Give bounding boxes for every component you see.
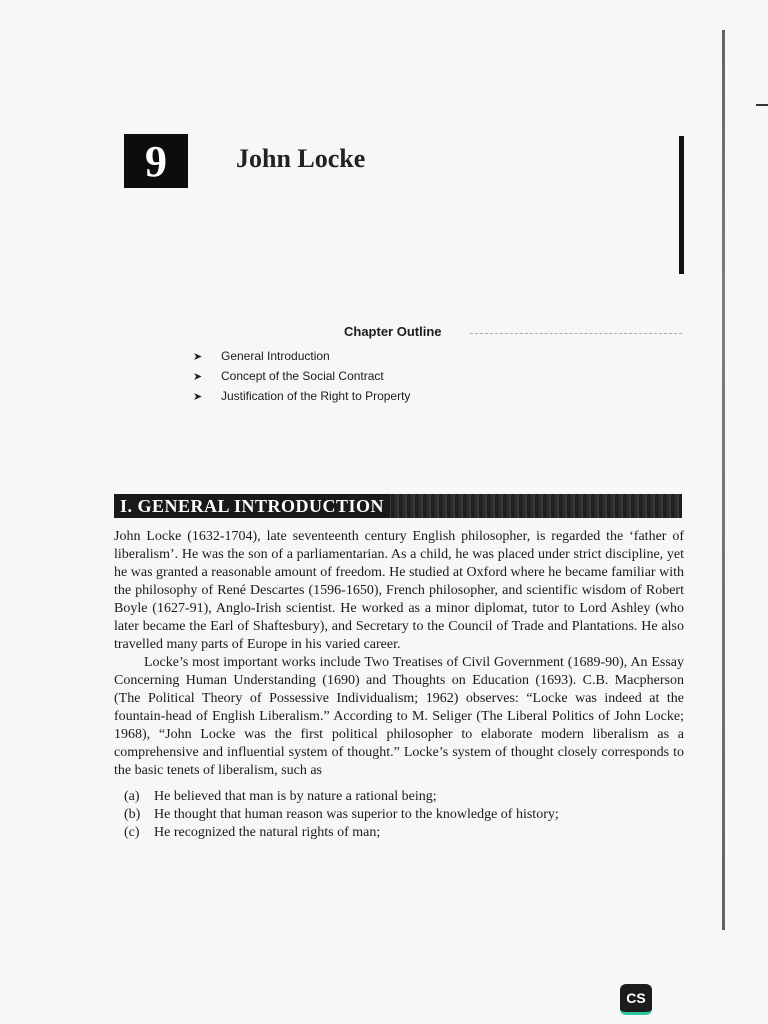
list-item	[124, 824, 684, 842]
chapter-outline-heading: Chapter Outline	[344, 324, 442, 339]
section-heading: I. GENERAL INTRODUCTION	[114, 494, 390, 518]
outline-item-label: Justification of the Right to Property	[221, 389, 411, 403]
outline-item	[193, 386, 410, 406]
page-edge-shadow	[722, 30, 725, 930]
list-item-text: He thought that human reason was superior to the knowledge of history;	[154, 807, 559, 822]
list-item-text: He believed that man is by nature a rational being;	[154, 789, 437, 804]
list-item-text: He recognized the natural rights of man;	[154, 825, 381, 840]
list-marker: (a)	[124, 789, 140, 804]
outline-item-label: Concept of the Social Contract	[221, 369, 384, 383]
page-edge-tick	[756, 104, 768, 106]
arrowhead-bullet-icon: ➤	[193, 370, 203, 383]
chapter-outline-list	[193, 346, 410, 406]
list-item	[124, 788, 684, 806]
arrowhead-bullet-icon: ➤	[193, 350, 203, 363]
body-paragraph: John Locke (1632-1704), late seventeenth century English philosopher, is regarded the ‘father of liberalism’. He was the son of a parliamentarian. As a child, he was placed under strict discipline, yet he was granted a reasonable amount of freedom. He studied at Oxford where he became familiar with the philosophy of René Descartes (1596-1650), French philosopher, and scientific wisdom of Robert Boyle (1627-91), Anglo-Irish scientist. He worked as a minor diplomat, tutor to Lord Ashley (who later became the Earl of Shaftesbury), and Secretary to the Council of Trade and Plantations. He also travelled many parts of Europe in his varied career.	[114, 529, 684, 652]
chapter-title: John Locke	[236, 144, 366, 173]
outline-item	[193, 346, 410, 366]
chapter-number-badge	[124, 134, 188, 188]
section-banner	[114, 494, 682, 518]
list-marker: (b)	[124, 807, 141, 822]
body-paragraph: Locke’s most important works include Two Treatises of Civil Government (1689-90), An Essay Concerning Human Understanding (1690) and Thoughts on Education (1693). C.B. Macpherson (The Political Theory of Possessive Individualism; 1962) observes: “Locke was indeed at the fountain-head of English Liberalism.” According to M. Seliger (The Liberal Politics of John Locke; 1968), “John Locke was the first political philosopher to elaborate modern liberalism as a comprehensive and influential system of thought.” Locke’s system of thought closely corresponds to the basic tenets of liberalism, such as	[114, 655, 684, 778]
outline-item-label: General Introduction	[221, 349, 330, 363]
tenets-list	[124, 788, 684, 842]
outline-dashed-rule	[470, 333, 682, 334]
arrowhead-bullet-icon: ➤	[193, 390, 203, 403]
list-item	[124, 806, 684, 824]
outline-item	[193, 366, 410, 386]
body-text	[114, 528, 684, 842]
title-vertical-rule	[679, 136, 684, 274]
list-marker: (c)	[124, 825, 140, 840]
camscanner-logo	[620, 984, 652, 1015]
logo-text: CS	[626, 990, 646, 1006]
chapter-number: 9	[145, 136, 167, 186]
